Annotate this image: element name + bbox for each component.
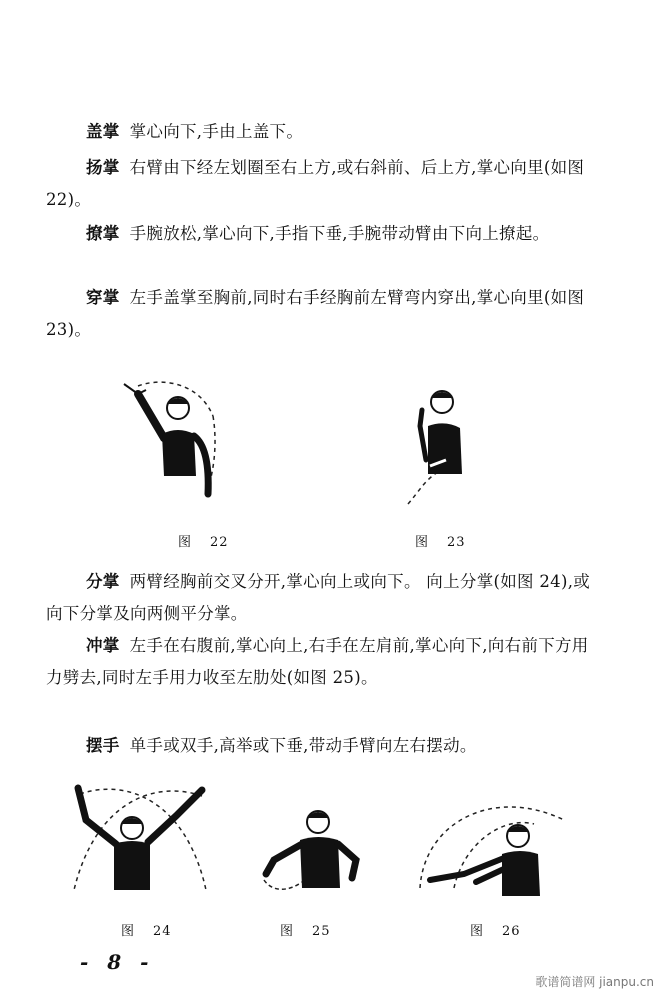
figure-number: 26 <box>502 924 521 939</box>
paragraph-yang-zhang <box>46 152 598 216</box>
page-number: - 8 - <box>80 950 155 974</box>
figure-caption <box>178 531 229 550</box>
figure-label: 图 <box>121 924 136 939</box>
figure-caption <box>470 920 521 939</box>
figure-number: 24 <box>153 924 172 939</box>
term: 扬掌 <box>86 158 120 177</box>
figure-number: 23 <box>447 535 466 550</box>
figure-23-illustration <box>400 380 480 508</box>
figure-22-illustration <box>118 376 248 506</box>
term: 分掌 <box>86 572 120 591</box>
term: 撩掌 <box>86 224 120 243</box>
paragraph-fen-zhang <box>46 566 598 630</box>
definition: 左手在右腹前,掌心向上,右手在左肩前,掌心向下,向右前下方用力劈去,同时左手用力收至左肋处(如图 25)。 <box>46 636 589 687</box>
figure-number: 25 <box>312 924 331 939</box>
figure-label: 图 <box>178 535 193 550</box>
term: 摆手 <box>86 736 120 755</box>
figure-26-illustration <box>414 792 584 902</box>
figure-number: 22 <box>210 535 229 550</box>
paragraph-gai-zhang <box>46 116 598 148</box>
definition: 左手盖掌至胸前,同时右手经胸前左臂弯内穿出,掌心向里(如图 23)。 <box>46 288 585 339</box>
term: 穿掌 <box>86 288 120 307</box>
definition: 右臂由下经左划圈至右上方,或右斜前、后上方,掌心向里(如图 22)。 <box>46 158 585 209</box>
definition: 手腕放松,掌心向下,手指下垂,手腕带动臂由下向上撩起。 <box>129 224 550 243</box>
paragraph-bai-shou <box>46 730 598 762</box>
term: 冲掌 <box>86 636 120 655</box>
figure-caption <box>415 531 466 550</box>
definition: 两臂经胸前交叉分开,掌心向上或向下。 向上分掌(如图 24),或向下分掌及向两侧平分掌。 <box>46 572 591 623</box>
figure-label: 图 <box>280 924 295 939</box>
definition: 掌心向下,手由上盖下。 <box>129 122 304 141</box>
paragraph-liao-zhang <box>46 218 598 250</box>
paragraph-chong-zhang <box>46 630 598 694</box>
definition: 单手或双手,高举或下垂,带动手臂向左右摆动。 <box>129 736 477 755</box>
figure-caption <box>121 920 172 939</box>
watermark: 歌谱简谱网 jianpu.cn <box>535 975 654 989</box>
figure-caption <box>280 920 331 939</box>
figure-25-illustration <box>258 800 368 896</box>
paragraph-chuan-zhang <box>46 282 598 346</box>
term: 盖掌 <box>86 122 120 141</box>
figure-label: 图 <box>470 924 485 939</box>
figure-label: 图 <box>415 535 430 550</box>
figure-24-illustration <box>66 780 216 900</box>
